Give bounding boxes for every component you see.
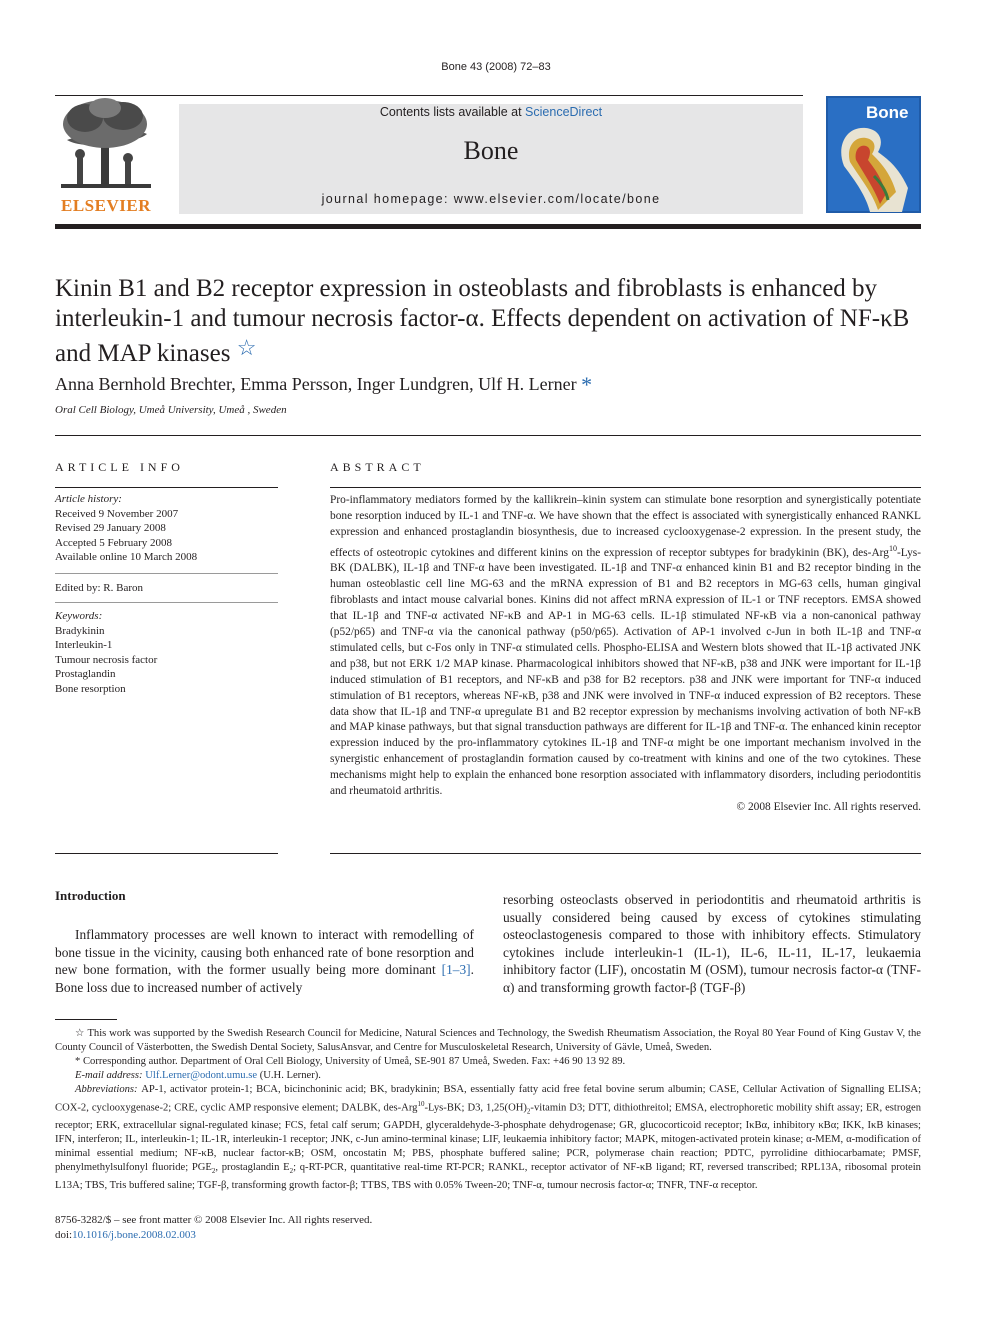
title-rule [55, 435, 921, 436]
abstract-rule [330, 487, 921, 488]
funding-footnote [55, 1027, 921, 1055]
sciencedirect-link[interactable]: ScienceDirect [525, 105, 603, 119]
abstract-heading: ABSTRACT [330, 460, 425, 474]
abstract-bottom-rule [330, 853, 921, 854]
edited-rule [55, 602, 278, 603]
abstract-copyright: © 2008 Elsevier Inc. All rights reserved. [736, 801, 921, 814]
abbreviations-footnote [55, 1083, 921, 1192]
corr-text: Corresponding author. Department of Oral Cell Biology, University of Umeå, SE-901 87 Umeå, Sweden. Fax: +46 90 13 92 89. [82, 1056, 626, 1068]
email-link[interactable]: Ulf.Lerner@odont.umu.se [145, 1070, 258, 1082]
footnote-rule [55, 1019, 117, 1020]
keyword-item: Prostaglandin [55, 668, 116, 680]
footnotes [55, 1027, 921, 1193]
history-revised: Revised 29 January 2008 [55, 522, 166, 534]
abbr-text-a: AP-1, activator protein-1; BCA, bicinchoninic acid; BK, bradykinin; BSA, essentially fatty acid free fetal bovine serum albumin; CASE, Cellular Activation of Signalling ELISA; COX-2, cyclooxygenase-2; CRE, cyclic AMP responsive element; DALBK, des-Arg [55, 1084, 922, 1114]
abstract-body [330, 493, 921, 816]
keyword-item: Tumour necrosis factor [55, 653, 158, 666]
author-list [55, 372, 592, 398]
corresponding-footnote [55, 1055, 921, 1069]
header-top-rule [55, 95, 803, 96]
authors-text: Anna Bernhold Brechter, Emma Persson, Inger Lundgren, Ulf H. Lerner [55, 374, 577, 394]
funding-text: This work was supported by the Swedish Research Council for Medicine, Natural Sciences and Technology, the Swedish Rheumatism Association, the Royal 80 Year Found of King Gustav V, the County Council of Västerbotten, the Swedish Dental Society, SalusAnsvar, and Centre for Musculoskeletal Research, University of Gävle, Umeå, Sweden. [55, 1028, 921, 1054]
abbr-text-e: ; q-RT-PCR, quantitative real-time RT-PCR; RANKL, receptor activator of NF-κB ligand; RT, reversed transcribed; RPL13A, ribosomal protein L13A; TBS, Tris buffered saline; TGF-β, transforming growth factor-β; TTBS, TBS with 0.05% Tween-20; TNF-α, tumour necrosis factor-α; TNFR, TNF-α receptor. [55, 1162, 921, 1191]
article-info-rule [55, 487, 278, 488]
edited-by: Edited by: R. Baron [55, 582, 143, 594]
abbr-sup: 10 [417, 1100, 425, 1109]
contents-prefix: Contents lists available at [379, 105, 526, 119]
citation-link[interactable]: [1–3] [441, 962, 471, 977]
funding-footnote-marker[interactable]: ☆ [236, 335, 257, 360]
keywords [55, 609, 278, 696]
email-label: E-mail address: [75, 1070, 146, 1082]
intro-text-a: Inflammatory processes are well known to interact with remodelling of bone tissue in the vicinity, causing both enhanced rate of bone resorption and new bone formation, with the former usually being more dominant [55, 927, 474, 977]
abstract-text-a: Pro-inflammatory mediators formed by the kallikrein–kinin system can stimulate bone resorption and synergistically potentiate bone resorption induced by IL-1 and TNF-α. We have shown that the effect is associated with synergistically enhanced RANKL expression and enhanced prostaglandin biosynthesis, due to increased cyclooxygenase-2 expression. In the present study, the effects of osteotropic cytokines and different kinins on the expression of receptor subtypes for bradykinin (BK), des-Arg [330, 494, 921, 559]
email-footnote [55, 1069, 921, 1083]
history-received: Received 9 November 2007 [55, 507, 179, 520]
affiliation: Oral Cell Biology, Umeå University, Umeå , Sweden [55, 404, 287, 416]
elsevier-wordmark: ELSEVIER [61, 196, 151, 215]
cover-title: Bone [866, 103, 909, 122]
journal-cover[interactable] [826, 96, 921, 213]
journal-name: Bone [463, 136, 519, 165]
journal-homepage[interactable]: journal homepage: www.elsevier.com/locate/bone [321, 192, 661, 206]
corresponding-author-marker[interactable]: * [581, 372, 593, 397]
info-bottom-rule [55, 853, 278, 854]
abstract-text-b: -Lys-BK (DALBK), IL-1β and TNF-α have been investigated. IL-1β and TNF-α enhanced kinin B1 and B2 receptor binding in the human osteoblastic cell line MG-63 and the mRNA expression of B1 and B2 receptors in MG-63 cells, human gingival fibroblasts and intact mouse calvarial bones. Kinins did not affect mRNA expression of IL-1 or TNF receptors. EMSA showed that IL-1β and TNF-α activated NF-κB and AP-1 in MG-63 cells. IL-1β stimulated NF-κB via a non-canonical pathway (p52/p65) and TNF-α via the canonical pathway (p50/p65). Activation of AP-1 involved c-Jun in both IL-1β and TNF-α stimulated cells, but c-Fos only in TNF-α stimulated cells. Phospho-ELISA and Western blots showed that IL-1β activated JNK and p38, but not ERK 1/2 MAP kinase. Pharmacological inhibitors showed that NF-κB, p38 and JNK were important for IL-1β induced stimulation of B1 receptors, and NF-κB and p38 for B2 receptors. p38 and JNK were important for TNF-α induced stimulation of B1 receptors, whereas NF-κB, p38 and JNK were involved in TNF-α induced expression of B2 receptors. These data show that IL-1β and TNF-α upregulate B1 and B2 receptor expression by mechanisms involving activation of both NF-κB and MAP kinase pathways, but that signal transduction pathways are different for IL-1β and TNF-α. The enhanced kinin receptor expression induced by the pro-inflammatory cytokines IL-1β and TNF-α might be one important mechanism involved in the synergistic enhancement of prostaglandin formation caused by co-treatment with kinins and one of the two cytokines. These mechanisms might help to explain the enhanced bone resorption associated with inflammatory disorders, including periodontitis and rheumatoid arthritis. [330, 546, 921, 798]
history-accepted: Accepted 5 February 2008 [55, 536, 172, 549]
introduction-column-1 [55, 926, 474, 996]
abbr-label: Abbreviations: [75, 1084, 142, 1096]
article-history [55, 492, 278, 565]
history-online: Available online 10 March 2008 [55, 551, 198, 563]
history-label: Article history: [55, 493, 122, 505]
article-title [55, 274, 925, 369]
abbr-text-c: -vitamin D3; DTT, dithiothreitol; EMSA, electrophoretic mobility shift assay; ER, estrogen receptor; ERK, extracellular signal-regulated kinase; FCS, fetal calf serum; GAPDH, glyceraldehyde-3-phosphate dehydrogenase; GR, glucocorticoid receptor; IκBα, inhibitory κBα; IKK, IκB kinases; IFN, interferon; IL, interleukin-1; IL-1R, interleukin-1 receptor; JNK, c-Jun amino-terminal kinase; LIF, leukaemia inhibitory factor; MAPK, mitogen-activated protein kinase; α-MEM, α-modification of minimal essential medium; NF-κB, nuclear factor-κB; OSM, oncostatin M; PBS, phosphate buffered saline; PCR, polymerase chain reaction; PDTC, pyrrolidine dithiocarbamate; PMSF, phenylmethylsulfonyl fluoride; PGE [55, 1103, 921, 1174]
abbr-sub-2: 2 [211, 1167, 216, 1176]
article-info-heading: ARTICLE INFO [55, 460, 184, 474]
corr-mark: * [75, 1056, 81, 1068]
journal-reference: Bone 43 (2008) 72–83 [441, 61, 551, 73]
front-matter [55, 1213, 372, 1242]
doi-line [55, 1228, 372, 1243]
doi-label: doi: [55, 1228, 73, 1241]
abbr-sub: 2 [526, 1108, 531, 1117]
funding-mark: ☆ [75, 1028, 85, 1039]
keyword-item: Bradykinin [55, 624, 105, 637]
introduction-heading: Introduction [55, 888, 126, 903]
doi-link[interactable]: 10.1016/j.bone.2008.02.003 [72, 1228, 196, 1241]
keyword-item: Bone resorption [55, 682, 126, 695]
keywords-label: Keywords: [55, 610, 103, 622]
abbr-sub-3: 2 [289, 1167, 294, 1176]
elsevier-logo[interactable] [55, 96, 157, 214]
intro-text-b: . Bone loss due to increased number of actively [55, 962, 474, 995]
keyword-item: Interleukin-1 [55, 639, 113, 651]
issn-line: 8756-3282/$ – see front matter © 2008 Elsevier Inc. All rights reserved. [55, 1214, 373, 1226]
tree-icon [55, 96, 157, 196]
header-thick-rule [55, 224, 921, 229]
abbr-text-d: , prostaglandin E [215, 1162, 290, 1174]
history-rule [55, 573, 278, 574]
abbr-text-b: -Lys-BK; D3, 1,25(OH) [424, 1103, 527, 1114]
contents-line [179, 105, 803, 119]
article-title-text: Kinin B1 and B2 receptor expression in osteoblasts and fibroblasts is enhanced by interleukin-1 and tumour necrosis factor-α. Effects dependent on activation of NF-κB and MAP kinases [55, 275, 910, 367]
introduction-column-2: resorbing osteoclasts observed in periodontitis and rheumatoid arthritis is usually considered being caused by excess of cytokines stimulating osteoclastogenesis compared to those with inhibitory effects. Stimulatory cytokines include interleukin-1 (IL-1), IL-6, IL-11, IL-17, leukaemia inhibitory factor (LIF), oncostatin M (OSM), tumour necrosis factor-α (TNF-α) and transforming growth factor-β (TGF-β) [503, 892, 921, 995]
abstract-superscript: 10 [888, 543, 897, 553]
email-suffix: (U.H. Lerner). [257, 1070, 321, 1082]
